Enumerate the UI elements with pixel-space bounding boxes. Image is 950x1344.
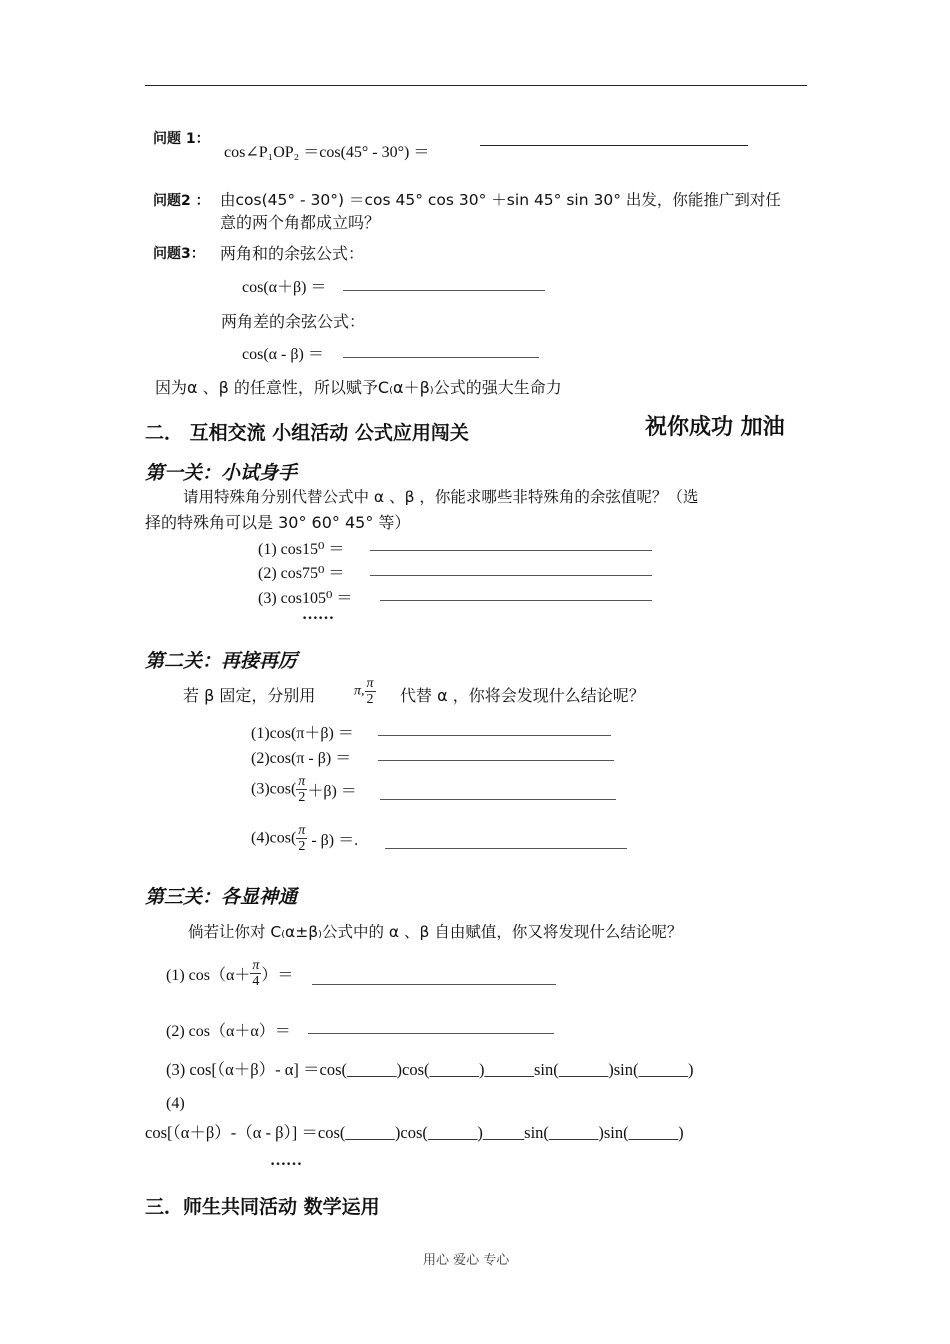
level-3-item-1 [166,958,293,989]
sum-formula-title: 两角和的余弦公式： [220,244,365,263]
level-2-intro-pi [354,676,376,707]
item-3-suffix: ＋β) ＝ [307,783,357,800]
question-3-label: 问题3： [153,246,205,262]
difference-formula-answer-line [343,357,539,358]
level-2-item-3 [251,774,357,805]
level-2-title: 第二关：再接再厉 [145,650,298,672]
item-4-prefix: (4)cos( [251,829,297,847]
arbitrariness-remark: 因为α 、β 的任意性，所以赋予C₍α＋β₎公式的强大生命力 [155,378,562,397]
level-2-intro-prefix: 若 β 固定，分别用 [183,686,316,705]
level-1-item-3: (3) cos105⁰ ＝ [258,590,353,607]
cheer-text: 祝你成功 加油 [645,415,785,440]
page-footer: 用心 爱心 专心 [423,1253,510,1268]
item-3-prefix: (3)cos( [251,780,297,798]
level-2-item-2: (2)cos(π - β) ＝ [251,750,352,767]
item-1-prefix: (1) cos（α＋ [166,967,251,984]
question-1-label: 问题 1： [153,131,210,147]
fraction-numerator: π [252,958,260,973]
level-1-intro-line-1: 请用特殊角分别代替公式中 α 、β ，你能求哪些非特殊角的余弦值呢？（选 [183,488,699,506]
fraction-denominator: 2 [298,839,306,854]
difference-formula: cos(α - β) ＝ [242,346,324,363]
level-1-intro-line-2: 择的特殊角可以是 30° 60° 45° 等） [145,513,411,532]
fraction-denominator: 2 [366,692,374,707]
fraction-denominator: 2 [298,790,306,805]
pi-over-2-fraction [365,676,376,707]
question-2-line-1: 由cos(45° - 30°) ＝cos 45° cos 30° ＋sin 45° sin 30° 出发，你能推广到对任 [220,191,781,209]
question-1-answer-line [480,145,748,146]
level-2-item-1-answer-line [378,735,611,736]
fraction-numerator: π [298,774,306,789]
level-2-item-2-answer-line [378,760,614,761]
level-3-item-2-answer-line [308,1033,554,1034]
level-1-ellipsis: …… [302,606,334,623]
header-rule [145,85,807,86]
level-3-item-2: (2) cos（α＋α）＝ [166,1023,291,1040]
level-1-item-1-answer-line [370,550,652,551]
question-1-formula: cos∠P₁OP₂ ＝cos(45° - 30°) ＝ [224,144,430,161]
level-2-item-4 [251,823,358,854]
level-3-item-4-number: (4) [166,1095,185,1112]
level-3-title: 第三关：各显神通 [145,886,298,908]
level-3-item-1-answer-line [312,984,556,985]
level-2-item-1: (1)cos(π＋β) ＝ [251,725,354,742]
level-2-item-3-answer-line [380,799,616,800]
section-2-title: 二． 互相交流 小组活动 公式应用闯关 [145,422,469,444]
level-3-item-3: (3) cos[（α＋β）- α] ＝cos(______)cos(______)______sin(______)sin(______) [166,1060,694,1079]
fraction-numerator: π [298,823,306,838]
level-1-title: 第一关：小试身手 [145,462,298,484]
pi-over-4-fraction [250,958,261,989]
level-1-item-2: (2) cos75⁰ ＝ [258,565,345,582]
section-3-title: 三．师生共同活动 数学运用 [145,1196,380,1218]
level-1-item-3-answer-line [380,600,652,601]
fraction-denominator: 4 [252,974,260,989]
level-3-intro: 倘若让你对 C₍α±β₎公式中的 α 、β 自由赋值，你又将发现什么结论呢？ [188,923,683,941]
fraction-numerator: π [366,676,374,691]
level-2-intro-suffix: 代替 α ，你将会发现什么结论呢？ [400,686,645,705]
pi-over-2-fraction [296,823,307,854]
item-1-suffix: ）＝ [261,967,294,984]
question-2-line-2: 意的两个角都成立吗？ [220,213,381,232]
level-1-item-1: (1) cos15⁰ ＝ [258,541,345,558]
difference-formula-title: 两角差的余弦公式： [221,312,366,331]
pi-over-2-fraction [296,774,307,805]
level-3-item-4: cos[（α＋β）-（α - β）] ＝cos(______)cos(______)_____sin(______)sin(______) [145,1123,684,1142]
level-3-ellipsis: …… [270,1152,302,1169]
sum-formula: cos(α＋β) ＝ [242,279,327,296]
pi-symbol: π, [354,683,365,699]
item-4-suffix: - β) ＝. [307,832,359,849]
question-2-label: 问题2 ： [153,193,210,209]
sum-formula-answer-line [343,290,545,291]
level-2-item-4-answer-line [385,848,627,849]
level-1-item-2-answer-line [370,575,652,576]
